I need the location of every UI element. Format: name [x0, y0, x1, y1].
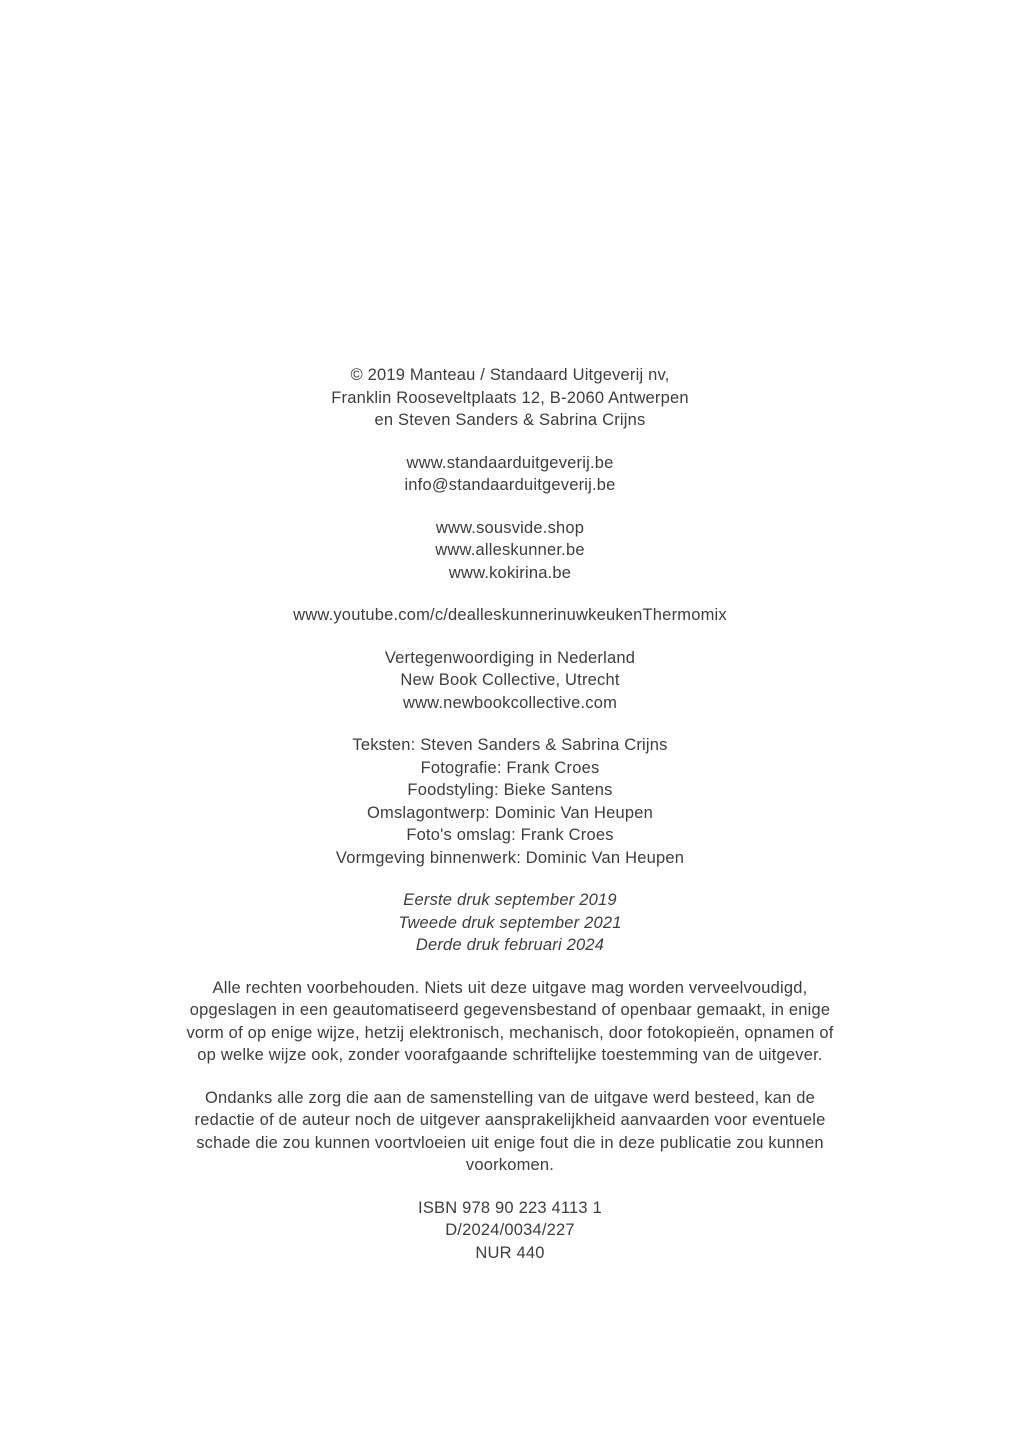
text-line: Foto's omslag: Frank Croes [406, 826, 614, 844]
text-line: Teksten: Steven Sanders & Sabrina Crijns [352, 736, 668, 754]
colophon-text-column [170, 364, 850, 1264]
text-line: Omslagontwerp: Dominic Van Heupen [366, 803, 653, 822]
credits-block [170, 734, 850, 869]
text-line: NUR 440 [475, 1243, 545, 1262]
text-line: Fotografie: Frank Croes [420, 758, 600, 777]
text-line: www.alleskunner.be [435, 541, 585, 559]
text-line: www.sousvide.shop [435, 518, 585, 537]
publisher-contact-block [170, 452, 850, 497]
text-line: Tweede druk september 2021 [398, 913, 622, 932]
text-line: Vertegenwoordiging in Nederland [384, 648, 636, 667]
rights-reserved-paragraph [170, 977, 850, 1067]
text-line: info@standaarduitgeverij.be [404, 476, 616, 494]
disclaimer-paragraph [170, 1087, 850, 1177]
text-line: en Steven Sanders & Sabrina Crijns [374, 411, 646, 429]
text-line: www.standaarduitgeverij.be [406, 453, 614, 472]
text-paragraph: Alle rechten voorbehouden. Niets uit deze uitgave mag worden verveelvoudigd, opgeslagen in een geautomatiseerd gegevensbestand of openbaar gemaakt, in enige vorm of op enige wijze, hetzij elektronisch, mechanisch, door fotokopieën, opnamen of op welke wijze ook, zonder voorafgaande schriftelijke toestemming van de uitgever. [186, 978, 834, 1064]
text-line: Derde druk februari 2024 [415, 936, 605, 954]
text-line: Franklin Rooseveltplaats 12, B-2060 Antwerpen [331, 388, 689, 407]
copyright-block [170, 364, 850, 432]
text-line: D/2024/0034/227 [445, 1221, 575, 1239]
youtube-channel-block [170, 604, 850, 627]
print-editions-block [170, 889, 850, 957]
text-line: ISBN 978 90 223 4113 1 [418, 1198, 602, 1217]
text-line: www.youtube.com/c/dealleskunnerinuwkeukenThermomix [293, 606, 727, 624]
isbn-block [170, 1197, 850, 1265]
text-line: Foodstyling: Bieke Santens [407, 781, 613, 799]
text-line: Eerste druk september 2019 [403, 891, 617, 909]
netherlands-representation-block [170, 647, 850, 715]
text-paragraph: Ondanks alle zorg die aan de samenstelling van de uitgave werd besteed, kan de redactie of de auteur noch de uitgever aansprakelijkheid aanvaarden voor eventuele schade die zou kunnen voortvloeien uit enige fout die in deze publicatie zou kunnen voorkomen. [194, 1088, 826, 1174]
text-line: © 2019 Manteau / Standaard Uitgeverij nv, [350, 366, 670, 384]
websites-block [170, 517, 850, 585]
text-line: Vormgeving binnenwerk: Dominic Van Heupen [335, 848, 685, 867]
text-line: New Book Collective, Utrecht [400, 671, 620, 689]
text-line: www.newbookcollective.com [402, 693, 618, 712]
text-line: www.kokirina.be [448, 563, 572, 582]
